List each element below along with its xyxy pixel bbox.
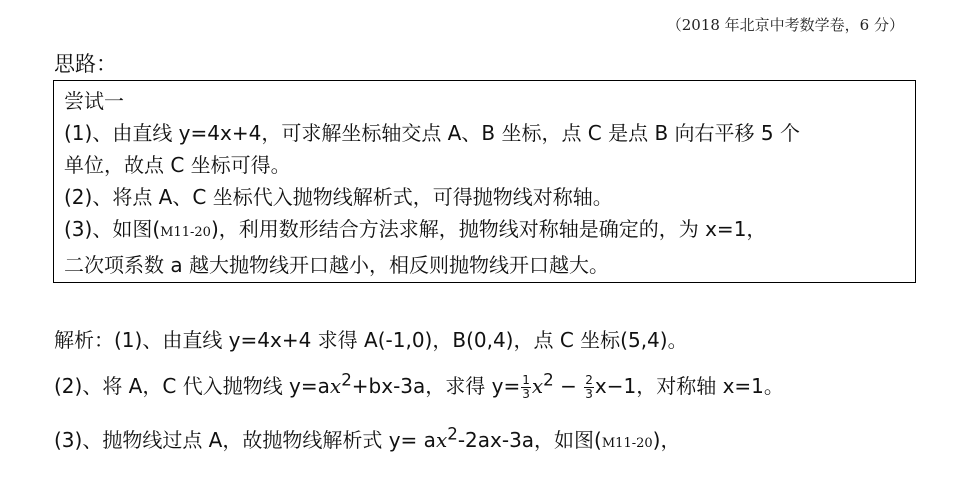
box-title: 尝试一	[64, 89, 124, 113]
math-exponent: 2	[543, 370, 554, 390]
analysis-line-2-mid: +bx-3a，求得 y=	[351, 374, 521, 398]
analysis-line-2	[54, 370, 784, 401]
minus-sign: −	[553, 374, 584, 398]
fraction-numerator: 2	[585, 373, 593, 387]
box-line-5: 二次项系数 a 越大抛物线开口越小，相反则抛物线开口越大。	[64, 253, 609, 277]
analysis-line-3-start: (3)、抛物线过点 A，故抛物线解析式 y= a	[54, 428, 436, 452]
box-line-4	[64, 213, 907, 249]
math-x: x	[329, 374, 342, 398]
math-x: x	[531, 374, 544, 398]
box-line-1: (1)、由直线 y=4x+4，可求解坐标轴交点 A、B 坐标，点 C 是点 B 向右平移 5 个	[64, 121, 800, 145]
analysis-line-3	[54, 424, 680, 453]
fraction-denominator: 3	[522, 387, 530, 401]
fraction-one-third	[521, 374, 531, 401]
attempt-box	[53, 80, 916, 283]
box-line-4-end: )，利用数形结合方法求解，抛物线对称轴是确定的，为 x=1，	[210, 217, 767, 241]
analysis-line-2-start: (2)、将 A，C 代入抛物线 y=a	[54, 374, 330, 398]
figure-ref: M11-20	[601, 436, 653, 451]
math-exponent: 2	[341, 370, 352, 390]
analysis-line-3-mid: -2ax-3a，如图(	[457, 428, 602, 452]
fraction-numerator: 1	[522, 373, 530, 387]
box-line-2: 单位，故点 C 坐标可得。	[64, 153, 291, 177]
box-line-3: (2)、将点 A、C 坐标代入抛物线解析式，可得抛物线对称轴。	[64, 185, 613, 209]
math-exponent: 2	[447, 424, 458, 444]
fraction-two-thirds	[584, 374, 594, 401]
source-note: （2018 年北京中考数学卷，6 分）	[666, 16, 904, 34]
box-line-4-start: (3)、如图(	[64, 217, 161, 241]
analysis-line-3-end: )，	[652, 428, 681, 452]
analysis-line-2-end: x−1，对称轴 x=1。	[594, 374, 784, 398]
analysis-line-1: 解析：(1)、由直线 y=4x+4 求得 A(-1,0)，B(0,4)，点 C 坐标(5,4)。	[54, 328, 688, 352]
heading: 思路：	[54, 52, 117, 76]
math-x: x	[435, 428, 448, 452]
fraction-denominator: 3	[585, 387, 593, 401]
figure-ref: M11-20	[160, 225, 211, 240]
